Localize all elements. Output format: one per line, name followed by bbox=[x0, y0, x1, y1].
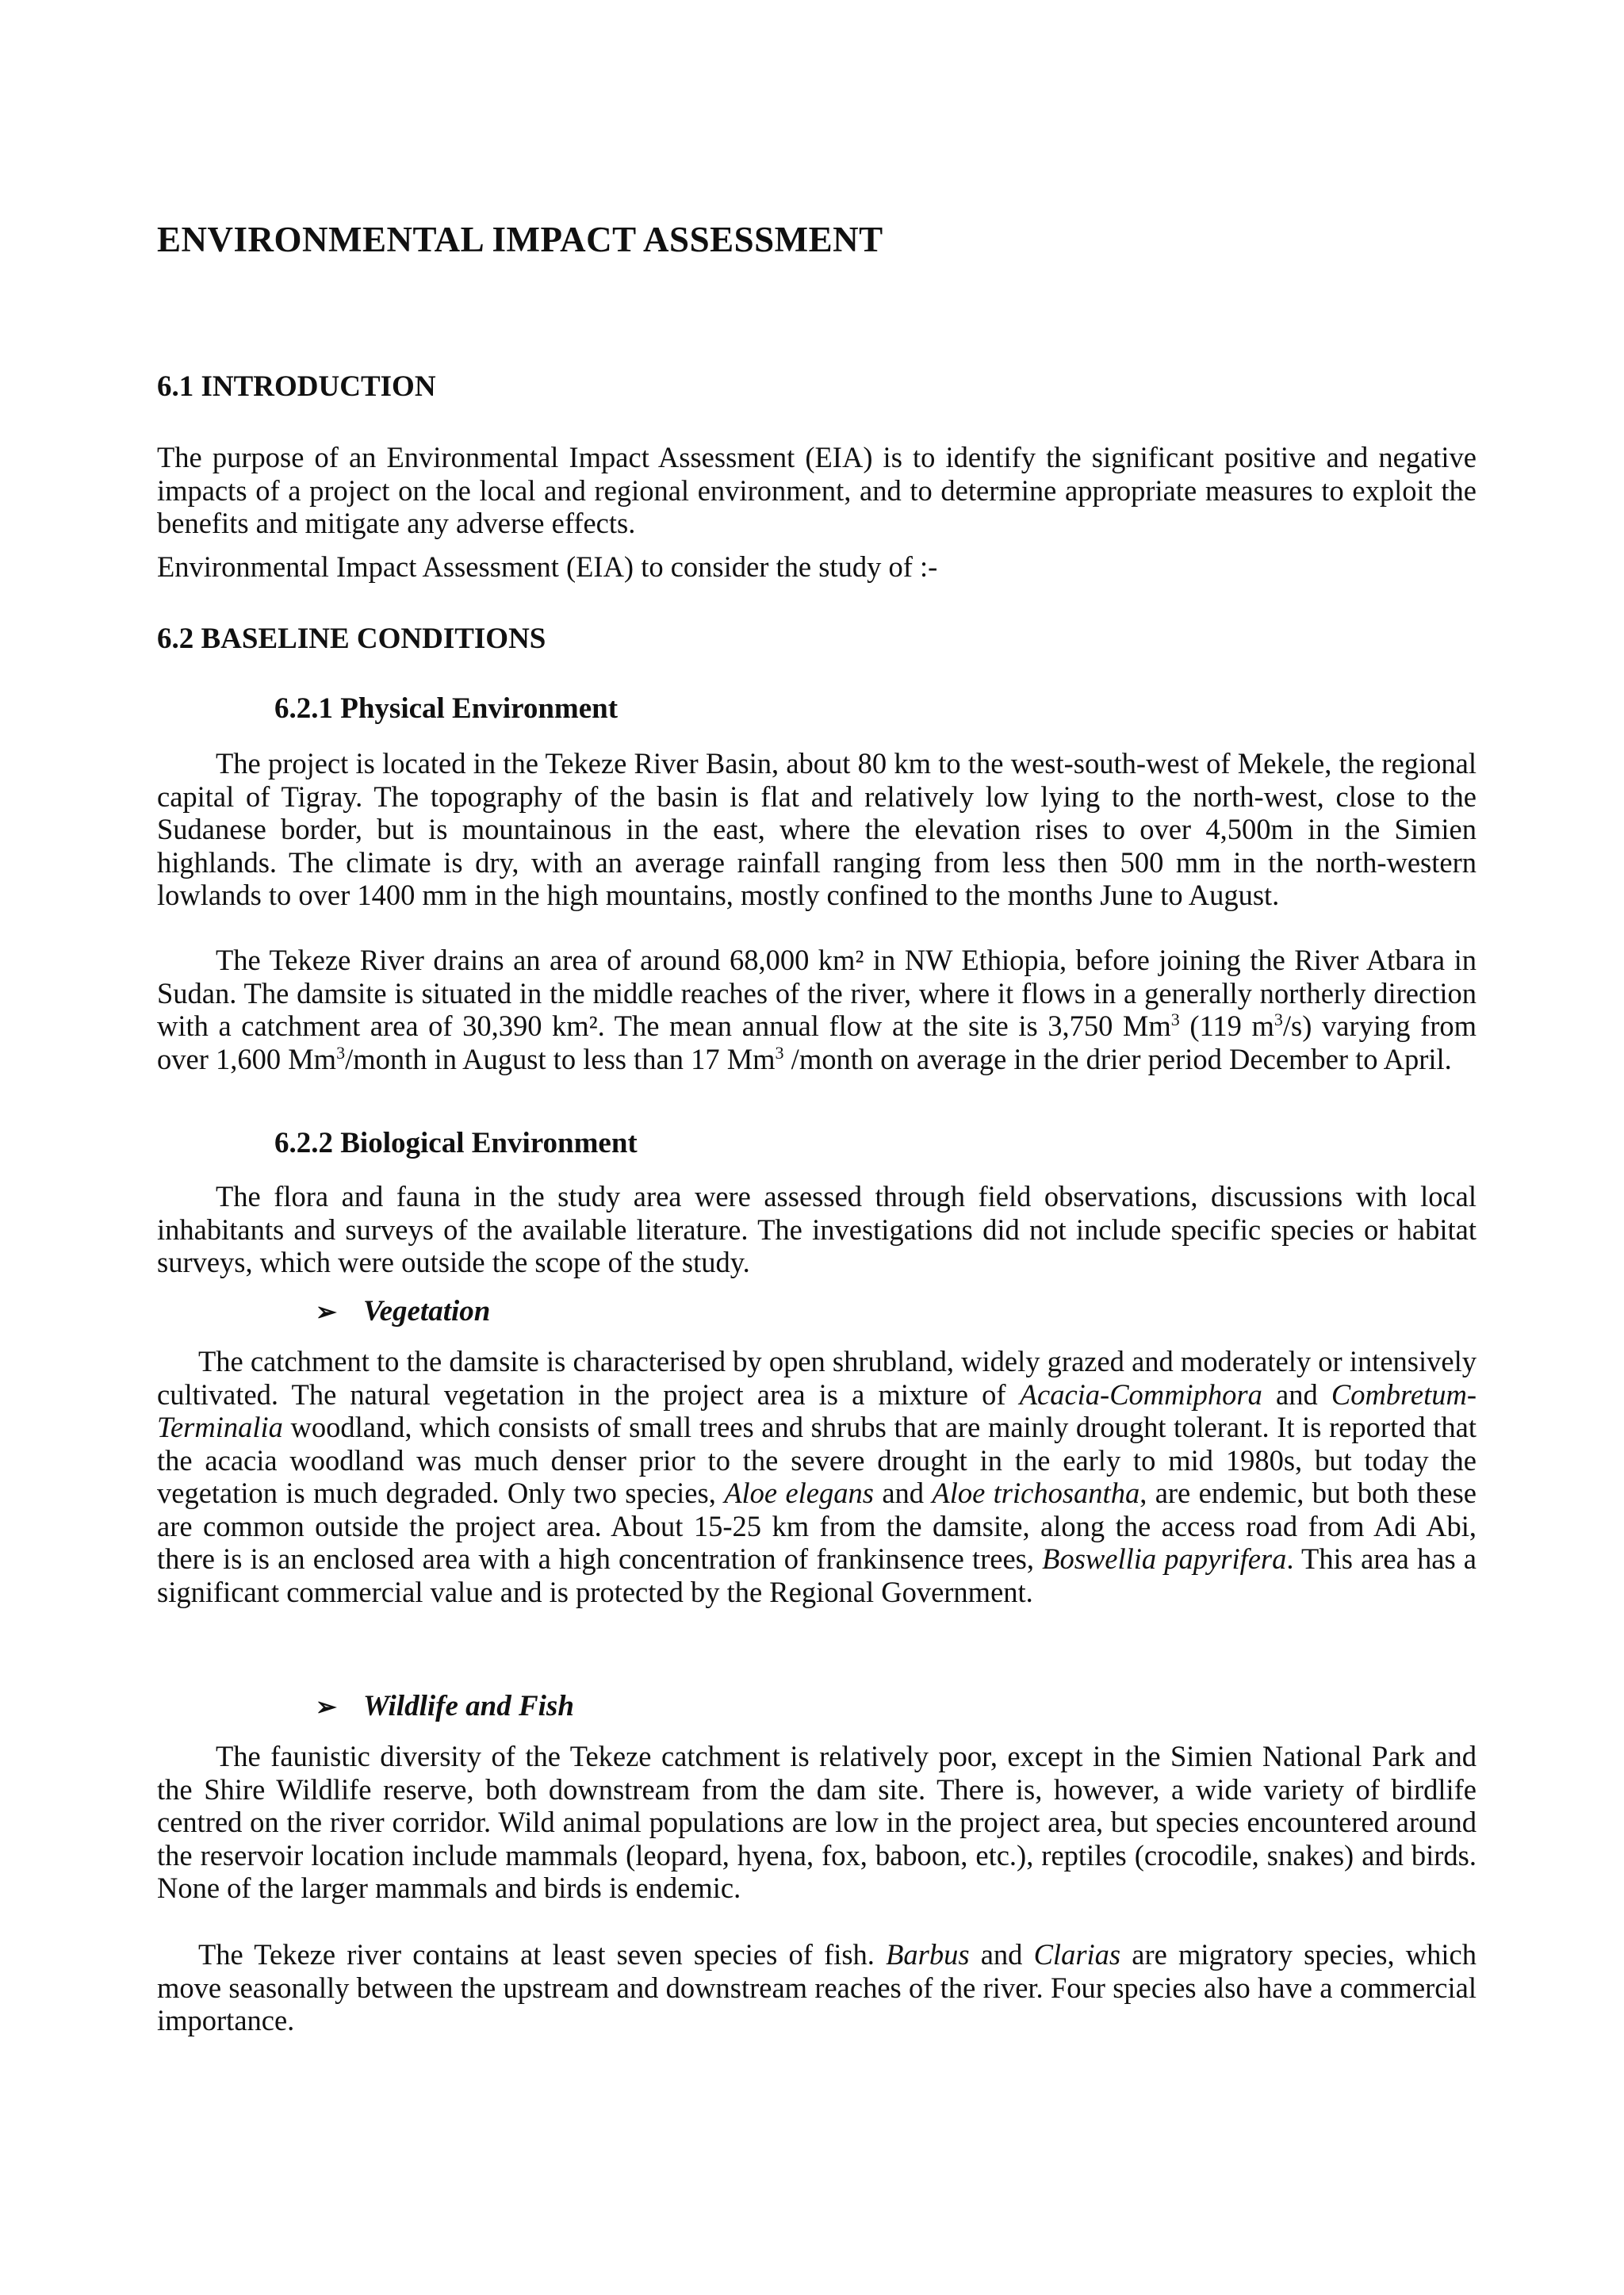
section-heading-baseline: 6.2 BASELINE CONDITIONS bbox=[157, 623, 546, 655]
intro-study-line: Environmental Impact Assessment (EIA) to consider the study of :- bbox=[157, 550, 938, 583]
biological-paragraph: The flora and fauna in the study area were assessed through field observations, discussions with local inhabitants and surveys of the available literature. The investigations did not include specific species or habitat surveys, which were outside the scope of the study. bbox=[157, 1180, 1477, 1278]
physical-paragraph-1: The project is located in the Tekeze River Basin, about 80 km to the west-south-west of Mekele, the regional capital of Tigray. The topography of the basin is flat and relatively low lying to the north-west, close to the Sudanese border, but is mountainous in the east, where the elevation rises to over 4,500m in the Simien highlands. The climate is dry, with an average rainfall ranging from less then 500 mm in the north-western lowlands to over 1400 mm in the high mountains, mostly confined to the months June to August. bbox=[157, 747, 1477, 911]
document-title: ENVIRONMENTAL IMPACT ASSESSMENT bbox=[157, 220, 883, 259]
physical-paragraph-2: The Tekeze River drains an area of around 68,000 km² in NW Ethiopia, before joining the River Atbara in Sudan. The damsite is situated in the middle reaches of the river, where it flows in a generally northerly direction with a catchment area of 30,390 km². The mean annual flow at the site is 3,750 Mm$^3$ (119 $m^3/s$) varying from over 1,600 Mm$^3$/month in August to less than 17 Mm$^3$ /month on average in the drier period December to April. bbox=[157, 944, 1477, 1075]
subsection-heading-physical: 6.2.1 Physical Environment bbox=[274, 692, 619, 725]
vegetation-paragraph: The catchment to the damsite is characterised by open shrubland, widely grazed and moderately or intensively cultivated. The natural vegetation in the project area is a mixture of Acacia-Commiphora and Combretum-Terminalia woodland, which consists of small trees and shrubs that are mainly drought tolerant. It is reported that the acacia woodland was much denser prior to the severe drought in the early to mid 1980s, but today the vegetation is much degraded. Only two species, Aloe elegans and Aloe trichosantha, are endemic, but both these are common outside the project area. About 15-25 km from the damsite, along the access road from Adi Abi, there is is an enclosed area with a high concentration of frankinsence trees, Boswellia papyrifera. This area has a significant commercial value and is protected by the Regional Government. bbox=[157, 1345, 1477, 1608]
subsection-heading-biological: 6.2.2 Biological Environment bbox=[274, 1127, 638, 1159]
arrow-bullet-icon: ➢ bbox=[316, 1297, 337, 1326]
intro-paragraph: The purpose of an Environmental Impact Assessment (EIA) is to identify the significant positive and negative impacts of a project on the local and regional environment, and to determine appropriate measures to exploit the benefits and mitigate any adverse effects. bbox=[157, 441, 1477, 539]
wildlife-paragraph-1: The faunistic diversity of the Tekeze catchment is relatively poor, except in the Simien National Park and the Shire Wildlife reserve, both downstream from the dam site. There is, however, a wide variety of birdlife centred on the river corridor. Wild animal populations are low in the project area, but species encountered around the reservoir location include mammals (leopard, hyena, fox, baboon, etc.), reptiles (crocodile, snakes) and birds. None of the larger mammals and birds is endemic. bbox=[157, 1740, 1477, 1904]
wildlife-paragraph-2: The Tekeze river contains at least seven species of fish. Barbus and Clarias are migratory species, which move seasonally between the upstream and downstream reaches of the river. Four species also have a commercial importance. bbox=[157, 1938, 1477, 2036]
section-heading-introduction: 6.1 INTRODUCTION bbox=[157, 370, 436, 403]
bullet-heading-vegetation: ➢ Vegetation bbox=[316, 1295, 491, 1328]
arrow-bullet-icon: ➢ bbox=[316, 1692, 337, 1721]
bullet-heading-wildlife: ➢ Wildlife and Fish bbox=[316, 1690, 574, 1722]
